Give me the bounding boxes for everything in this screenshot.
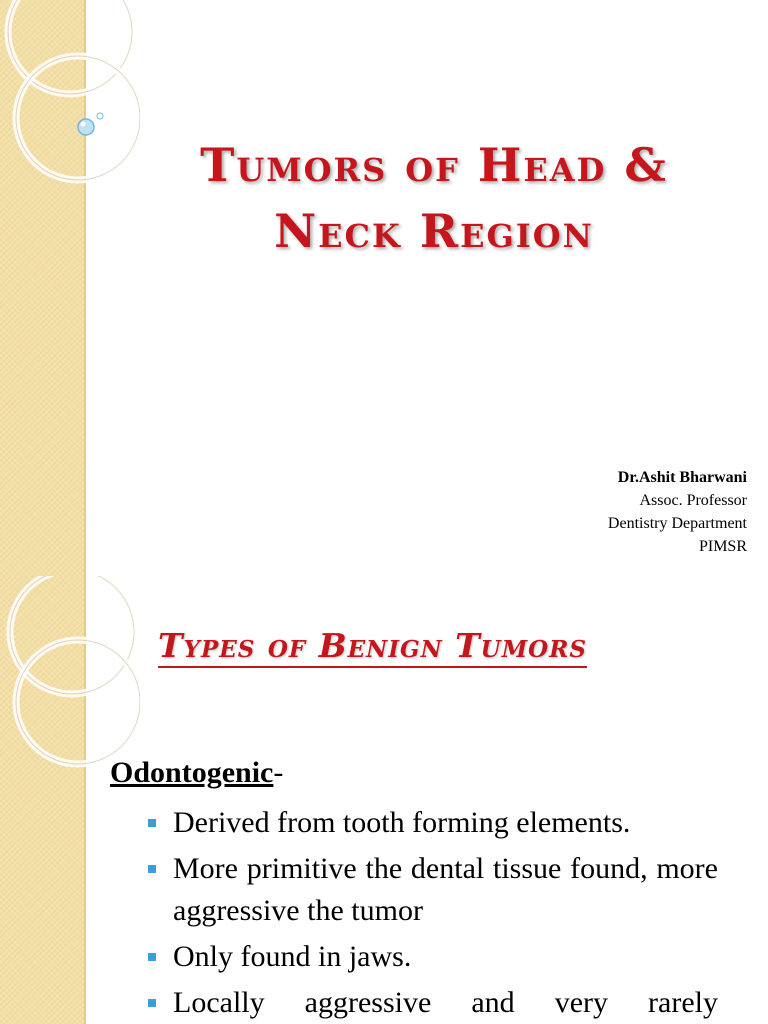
title-line-1: Tumors of Head & bbox=[200, 138, 668, 192]
title-line-2: Neck Region bbox=[274, 204, 594, 258]
square-bullet-icon bbox=[148, 819, 156, 827]
section-heading-suffix: - bbox=[273, 756, 284, 789]
square-bullet-icon bbox=[148, 865, 156, 873]
decorative-ring-lower bbox=[16, 640, 140, 764]
slide-title: Types of Benign Tumors bbox=[158, 626, 587, 668]
author-block bbox=[608, 466, 747, 558]
author-institution: PIMSR bbox=[698, 538, 747, 555]
author-department: Dentistry Department bbox=[607, 515, 747, 532]
content-slide bbox=[0, 576, 768, 1024]
list-item bbox=[148, 936, 718, 978]
small-bubble-icon bbox=[97, 113, 103, 119]
bullet-list bbox=[148, 802, 718, 1024]
list-item-text: Only found in jaws. bbox=[173, 940, 412, 973]
list-item-text: Locally aggressive and very rarely bbox=[173, 986, 718, 1019]
author-name: Dr.Ashit Bharwani bbox=[617, 469, 747, 486]
square-bullet-icon bbox=[148, 999, 156, 1007]
decorative-rings bbox=[0, 576, 140, 1024]
list-item-text: Derived from tooth forming elements. bbox=[173, 806, 631, 839]
author-role: Assoc. Professor bbox=[639, 492, 747, 509]
decorative-rings bbox=[0, 0, 140, 576]
list-item bbox=[148, 982, 718, 1024]
slide-title bbox=[100, 132, 768, 264]
list-item bbox=[148, 848, 718, 932]
bubble-icon bbox=[78, 119, 94, 135]
list-item bbox=[148, 802, 718, 844]
list-item-text: More primitive the dental tissue found, more aggressive the tumor bbox=[173, 852, 718, 927]
section-heading-word: Odontogenic bbox=[110, 756, 274, 789]
section-heading bbox=[110, 756, 283, 790]
square-bullet-icon bbox=[148, 953, 156, 961]
